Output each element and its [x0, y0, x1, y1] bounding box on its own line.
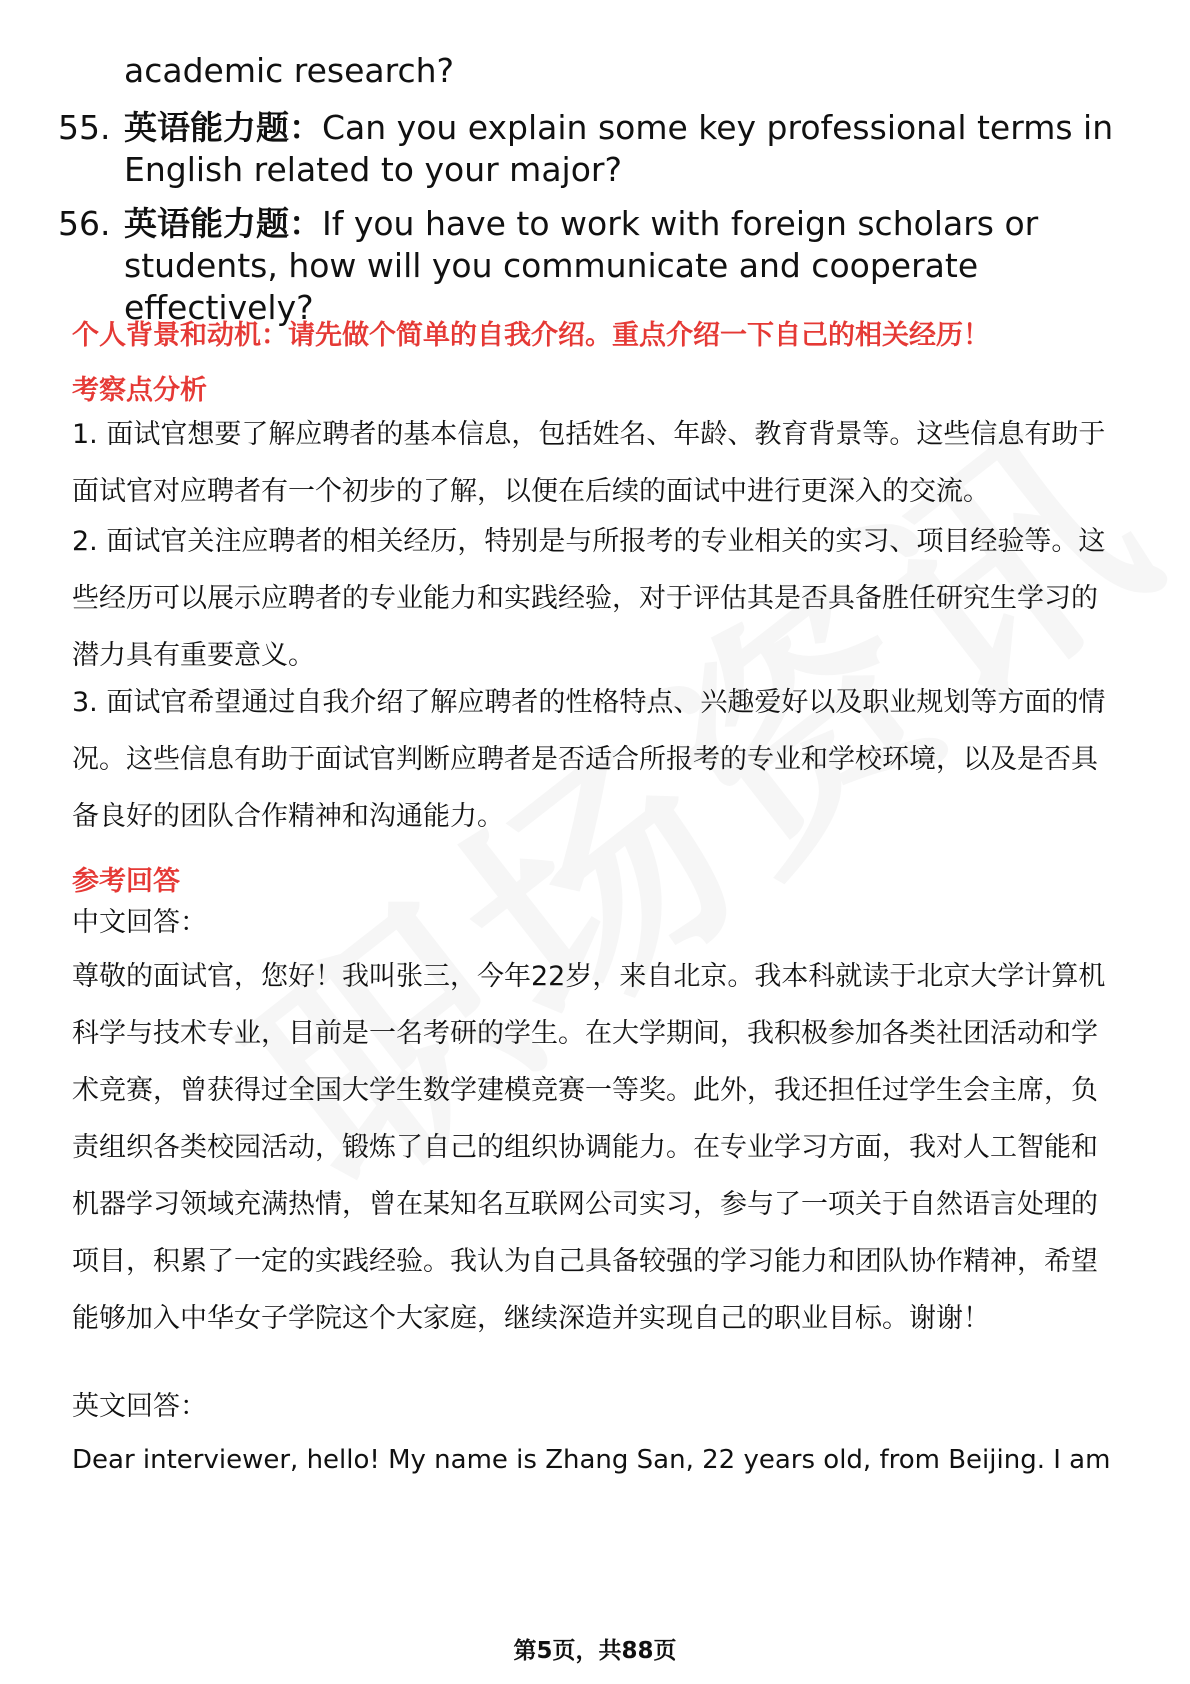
analysis-point-1: 1. 面试官想要了解应聘者的基本信息，包括姓名、年龄、教育背景等。这些信息有助于面试官对应聘者有一个初步的了解，以便在后续的面试中进行更深入的交流。 [72, 419, 1106, 507]
chinese-answer-label: 中文回答： [72, 907, 207, 938]
question-56 [58, 203, 1138, 329]
question-text: academic research? [124, 51, 455, 90]
question-text: Can you explain some key professional terms in English related to your major? [124, 108, 1114, 189]
question-tag: 英语能力题： [124, 204, 322, 243]
analysis-point-3: 3. 面试官希望通过自我介绍了解应聘者的性格特点、兴趣爱好以及职业规划等方面的情况。这些信息有助于面试官判断应聘者是否适合所报考的专业和学校环境，以及是否具备良好的团队合作精神和沟通能力。 [72, 687, 1106, 832]
analysis-point-2: 2. 面试官关注应聘者的相关经历，特别是与所报考的专业相关的实习、项目经验等。这些经历可以展示应聘者的专业能力和实践经验，对于评估其是否具备胜任研究生学习的潜力具有重要意义。 [72, 526, 1106, 671]
english-answer: Dear interviewer, hello! My name is Zhang San, 22 years old, from Beijing. I am [72, 1445, 1111, 1475]
question-tag: 英语能力题： [124, 108, 322, 147]
question-body [124, 203, 1138, 329]
question-54-tail [58, 50, 1138, 92]
chinese-answer: 尊敬的面试官，您好！我叫张三，今年22岁，来自北京。我本科就读于北京大学计算机科学与技术专业，目前是一名考研的学生。在大学期间，我积极参加各类社团活动和学术竞赛，曾获得过全国大学生数学建模竞赛一等奖。此外，我还担任过学生会主席，负责组织各类校园活动，锻炼了自己的组织协调能力。在专业学习方面，我对人工智能和机器学习领域充满热情，曾在某知名互联网公司实习，参与了一项关于自然语言处理的项目，积累了一定的实践经验。我认为自己具备较强的学习能力和团队协作精神，希望能够加入中华女子学院这个大家庭，继续深造并实现自己的职业目标。谢谢！ [72, 961, 1106, 1334]
analysis-heading: 考察点分析 [72, 375, 207, 406]
question-text: If you have to work with foreign scholars or students, how will you communicate and cooperate effectively? [124, 204, 1039, 327]
page-number: 第5页，共88页 [513, 1638, 677, 1664]
question-body [124, 107, 1138, 191]
section-title: 个人背景和动机：请先做个简单的自我介绍。重点介绍一下自己的相关经历！ [72, 320, 990, 351]
question-number: 55. [58, 108, 111, 147]
question-number: 56. [58, 204, 111, 243]
question-55 [58, 107, 1138, 191]
answer-heading: 参考回答 [72, 866, 180, 897]
english-answer-label: 英文回答： [72, 1391, 207, 1422]
